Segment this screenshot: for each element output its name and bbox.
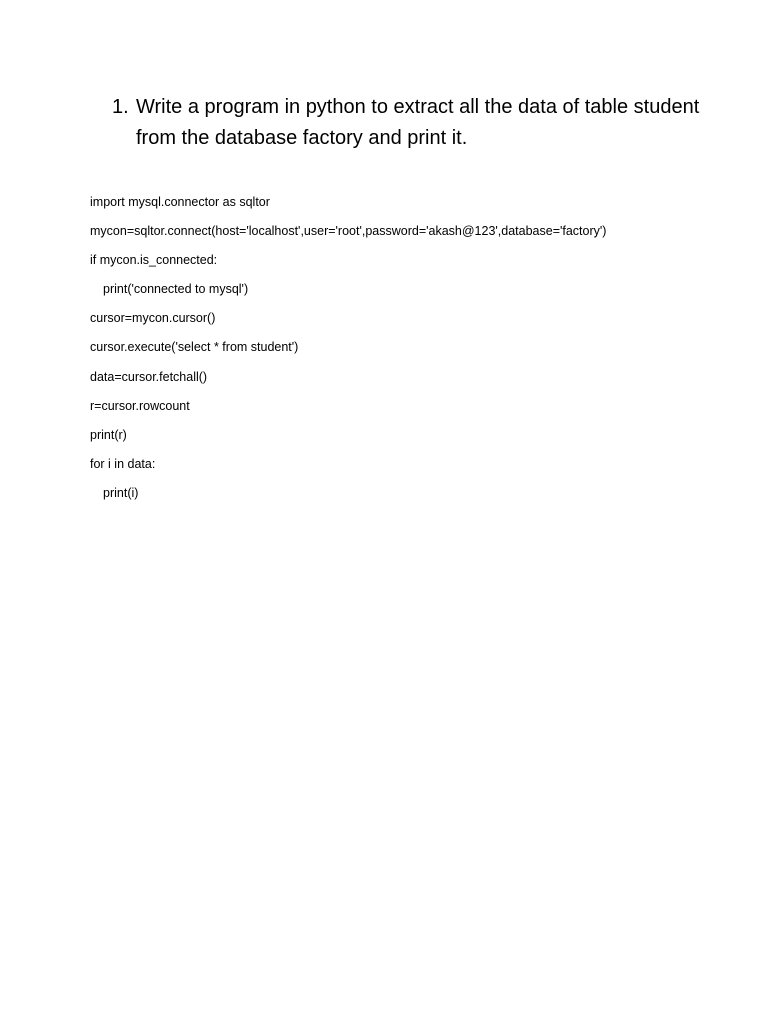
code-line: if mycon.is_connected: xyxy=(90,253,218,268)
question-text: Write a program in python to extract all the data of table student from the database factory and print it. xyxy=(136,96,700,149)
code-line: import mysql.connector as sqltor xyxy=(90,195,270,209)
code-line: cursor.execute('select * from student') xyxy=(90,340,299,355)
code-line: print(i) xyxy=(103,485,139,500)
code-line: print(r) xyxy=(90,427,127,442)
code-line: for i in data: xyxy=(90,456,156,471)
question-number: 1. xyxy=(112,96,129,118)
code-line: print('connected to mysql') xyxy=(103,282,249,297)
code-line: r=cursor.rowcount xyxy=(90,398,190,413)
code-line: mycon=sqltor.connect(host='localhost',user='root',password='akash@123',database='factory') xyxy=(90,224,607,239)
code-block xyxy=(90,192,730,512)
code-line: cursor=mycon.cursor() xyxy=(90,311,216,326)
question-item xyxy=(112,92,712,154)
code-line: data=cursor.fetchall() xyxy=(90,369,208,384)
